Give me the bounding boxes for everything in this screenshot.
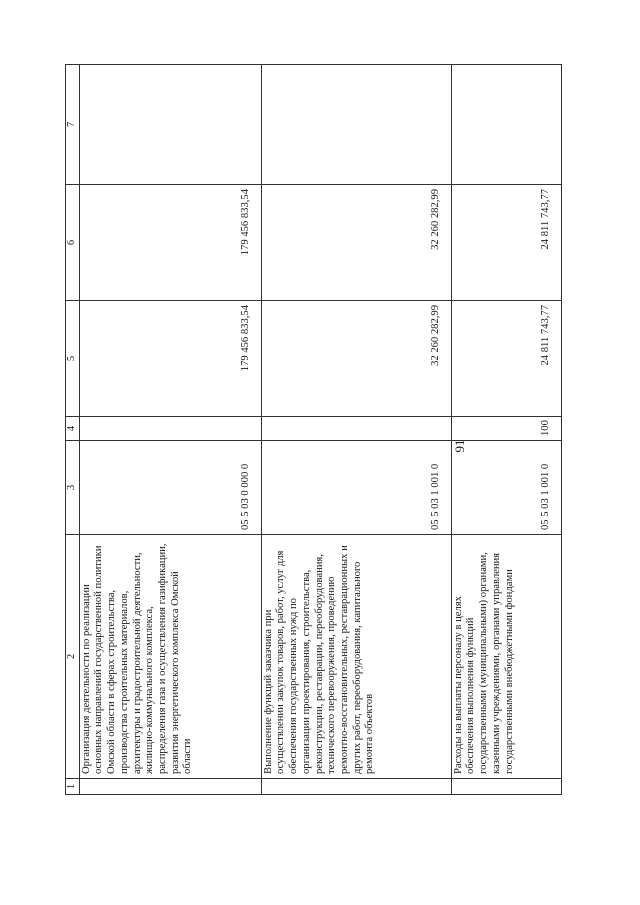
header-col-3: 3 [66,441,80,535]
cell-col5: 179 456 833,54 [79,301,261,417]
page-number: 91 [452,439,467,453]
header-col-6: 6 [66,185,80,301]
budget-table [65,64,562,795]
header-row [66,65,80,795]
header-col-1: 1 [66,779,80,795]
cell-code: 05 5 03 1 001 0 [451,441,561,535]
cell-col6: 179 456 833,54 [79,185,261,301]
cell-name: Расходы на выплаты персоналу в целях обеспечения выполнения функций государственными (муниципальными) органами, казенными учреждениями, органами управления государственными внебюджетными фондами [451,535,561,779]
rotated-table-wrapper [65,65,570,795]
cell-type [79,417,261,441]
cell-name: Выполнение функций заказчика при осуществлении закупок товаров, работ, услуг для обеспечения государственных нужд по организации проектирования, строительства, реконструкции, реставрации, переоборудования, технического перевооружения, проведению ремонтно-восстановительных, реставрационных и других работ, переоборудования, капитального ремонта объектов [261,535,451,779]
cell-col1 [79,779,261,795]
cell-code: 05 5 03 1 001 0 [261,441,451,535]
cell-type [261,417,451,441]
cell-col6: 24 811 743,77 [451,185,561,301]
header-col-7: 7 [66,65,80,185]
cell-col1 [451,779,561,795]
table-row [79,65,261,795]
cell-col6: 32 260 282,99 [261,185,451,301]
cell-col1 [261,779,451,795]
header-col-4: 4 [66,417,80,441]
cell-col7 [261,65,451,185]
cell-code: 05 5 03 0 000 0 [79,441,261,535]
table-row [451,65,561,795]
header-col-5: 5 [66,301,80,417]
header-col-2: 2 [66,535,80,779]
cell-col7 [451,65,561,185]
cell-col7 [79,65,261,185]
table-row [261,65,451,795]
cell-col5: 32 260 282,99 [261,301,451,417]
cell-type: 100 [451,417,561,441]
cell-col5: 24 811 743,77 [451,301,561,417]
cell-name: Организация деятельности по реализации основных направлений государственной политики Омской области в сферах строительства, производства строительных материалов, архитектуры и градостроительной деятельности, жилищно-коммунального комплекса, распределения газа и осуществления газификации, развития энергетического комплекса Омской области [79,535,261,779]
